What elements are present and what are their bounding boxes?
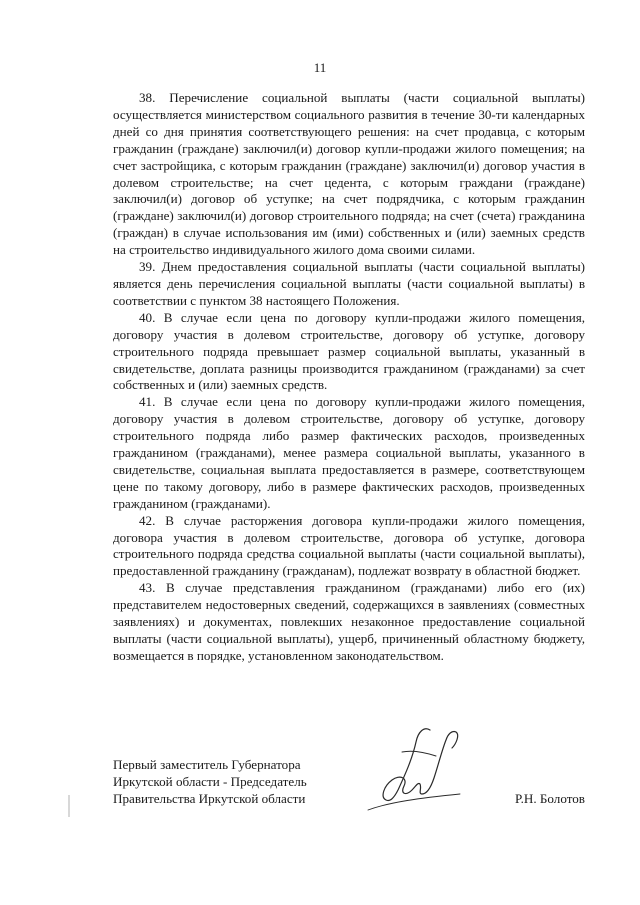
signer-name: Р.Н. Болотов [514, 791, 585, 806]
paragraph-42: 42. В случае расторжения договора купли-продажи жилого помещения, договора участия в долевом строительстве, договора об уступке, договора строительного подряда средства социальной выплаты (части социальной выплаты), предоставленной гражданину (гражданам), подлежат возврату в областной бюджет. [113, 512, 585, 579]
paragraph-38: 38. Перечисление социальной выплаты (части социальной выплаты) осуществляется министерством социального развития в течение 30-ти календарных дней со дня принятия соответствующего решения: на счет продавца, с которым гражданин (граждане) заключил(и) договор купли-продажи жилого помещения; на счет застройщика, с которым гражданин (граждане) заключил(и) договор участия в долевом строительстве; на счет цедента, с которым граждани (граждане) заключил(и) договор об уступке; на счет подрядчика, с которым гражданин (граждане) заключил(и) договор строительного подряда; на счет (счета) гражданина (граждан) в случае использования им (ими) собственных и (или) заемных средств на строительство индивидуального жилого дома своими силами. [113, 90, 585, 258]
document-body [113, 90, 585, 665]
paragraph-43: 43. В случае представления гражданином (гражданами) либо его (их) представителем недостоверных сведений, содержащихся в заявлениях (совместных заявлениях) и документах, повлекших незаконное предоставление социальной выплаты (части социальной выплаты), ущерб, причиненный областному бюджету, возмещается в порядке, установленном законодательством. [113, 580, 585, 663]
scan-artifact [68, 795, 70, 817]
paragraph-40: 40. В случае если цена по договору купли-продажи жилого помещения, договору участия в долевом строительстве, договору об уступке, договору строительного подряда превышает размер социальной выплаты, указанный в свидетельстве, доплата разницы производится гражданином (гражданами) за счет собственных и (или) заемных средств. [113, 309, 585, 393]
signer-title-line: Правительства Иркутской области [113, 791, 306, 806]
paragraph-39: 39. Днем предоставления социальной выплаты (части социальной выплаты) является день перечисления социальной выплаты (части социальной выплаты) в соответствии с пунктом 38 настоящего Положения. [113, 259, 585, 308]
signer-title-line: Первый заместитель Губернатора [113, 757, 301, 772]
signer-title-line: Иркутской области - Председатель [113, 774, 307, 789]
page-number: 11 [313, 60, 327, 75]
signature-block [113, 756, 585, 807]
paragraph-41: 41. В случае если цена по договору купли-продажи жилого помещения, договору участия в долевом строительстве, договору об уступке, договору строительного подряда либо размер фактических расходов, произведенных гражданином (гражданами), менее размера социальной выплаты, указанного в свидетельстве, социальная выплата предоставляется в размере, соответствующем цене по такому договору, либо в размере фактических расходов, произведенных гражданином (гражданами). [113, 394, 585, 511]
